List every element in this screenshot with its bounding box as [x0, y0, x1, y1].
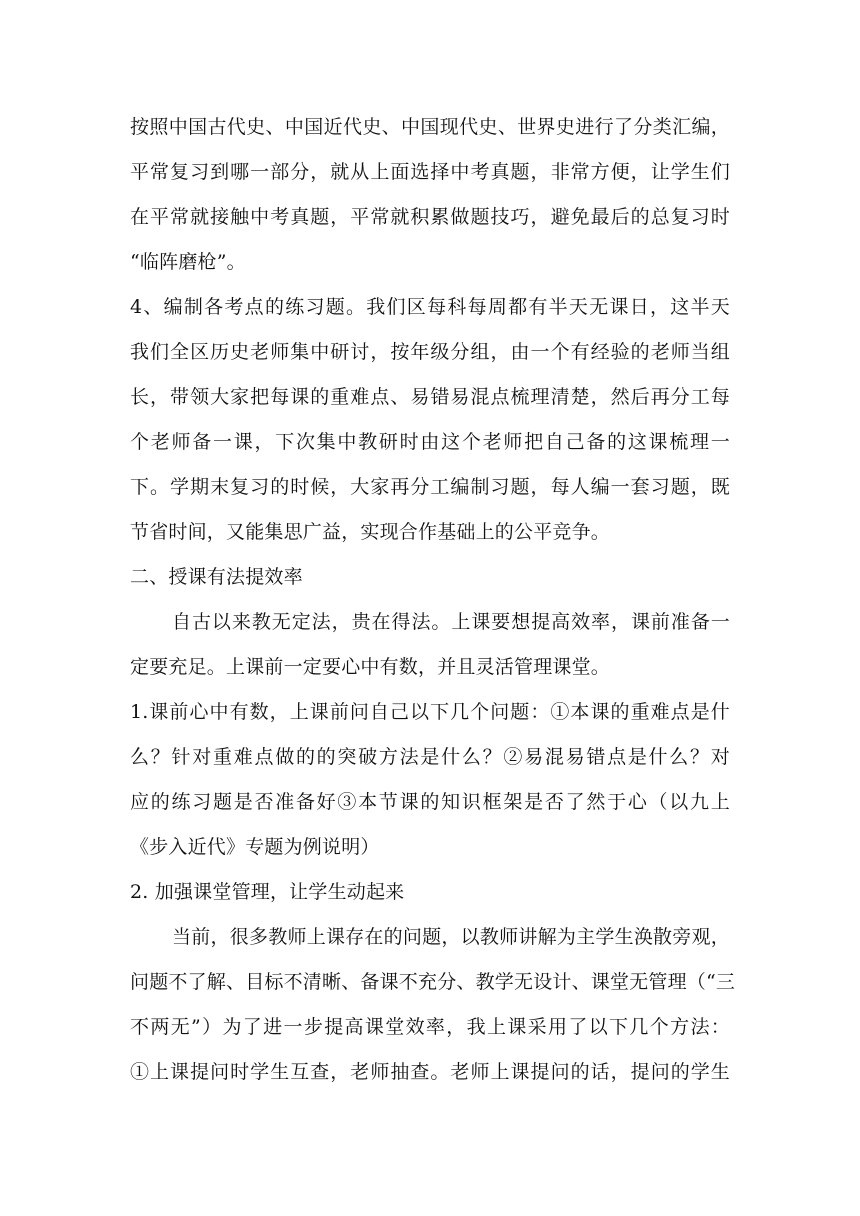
paragraph-line: 节省时间，又能集思广益，实现合作基础上的公平竞争。: [130, 521, 611, 543]
paragraph-line: ①上课提问时学生互查，老师抽查。老师上课提问的话，提问的学生: [130, 1061, 730, 1083]
section-heading: 二、授课有法提效率: [130, 566, 303, 588]
paragraph-line: 自古以来教无定法，贵在得法。上课要想提高效率，课前准备一: [172, 611, 730, 633]
paragraph-line: 1.课前心中有数，上课前问自己以下几个问题：①本课的重难点是什: [130, 701, 730, 723]
paragraph-line: 应的练习题是否准备好③本节课的知识框架是否了然于心（以九上: [130, 791, 730, 813]
paragraph-line: 么？针对重难点做的的突破方法是什么？②易混易错点是什么？对: [130, 746, 730, 768]
paragraph-line: 按照中国古代史、中国近代史、中国现代史、世界史进行了分类汇编，: [130, 116, 730, 138]
subsection-heading: 2. 加强课堂管理，让学生动起来: [130, 881, 405, 903]
paragraph-line: 4、编制各考点的练习题。我们区每科每周都有半天无课日，这半天: [130, 296, 730, 318]
paragraph-line: 不两无”）为了进一步提高课堂效率，我上课采用了以下几个方法：: [130, 1016, 730, 1038]
paragraph-line: 当前，很多教师上课存在的问题，以教师讲解为主学生涣散旁观，: [172, 926, 730, 948]
paragraph-line: 在平常就接触中考真题，平常就积累做题技巧，避免最后的总复习时: [130, 206, 730, 228]
paragraph-line: 长，带领大家把每课的重难点、易错易混点梳理清楚，然后再分工每: [130, 386, 730, 408]
paragraph-line: 平常复习到哪一部分，就从上面选择中考真题，非常方便，让学生们: [130, 161, 730, 183]
paragraph-line: 我们全区历史老师集中研讨，按年级分组，由一个有经验的老师当组: [130, 341, 730, 363]
paragraph-line: 个老师备一课，下次集中教研时由这个老师把自己备的这课梳理一: [130, 431, 730, 453]
paragraph-line: 定要充足。上课前一定要心中有数，并且灵活管理课堂。: [130, 656, 611, 678]
paragraph-line: 问题不了解、目标不清晰、备课不充分、教学无设计、课堂无管理（“三: [130, 971, 736, 993]
paragraph-line: “临阵磨枪”。: [130, 251, 246, 273]
paragraph-line: 下。学期末复习的时候，大家再分工编制习题，每人编一套习题，既: [130, 476, 730, 498]
paragraph-line: 《步入近代》专题为例说明）: [130, 836, 380, 858]
